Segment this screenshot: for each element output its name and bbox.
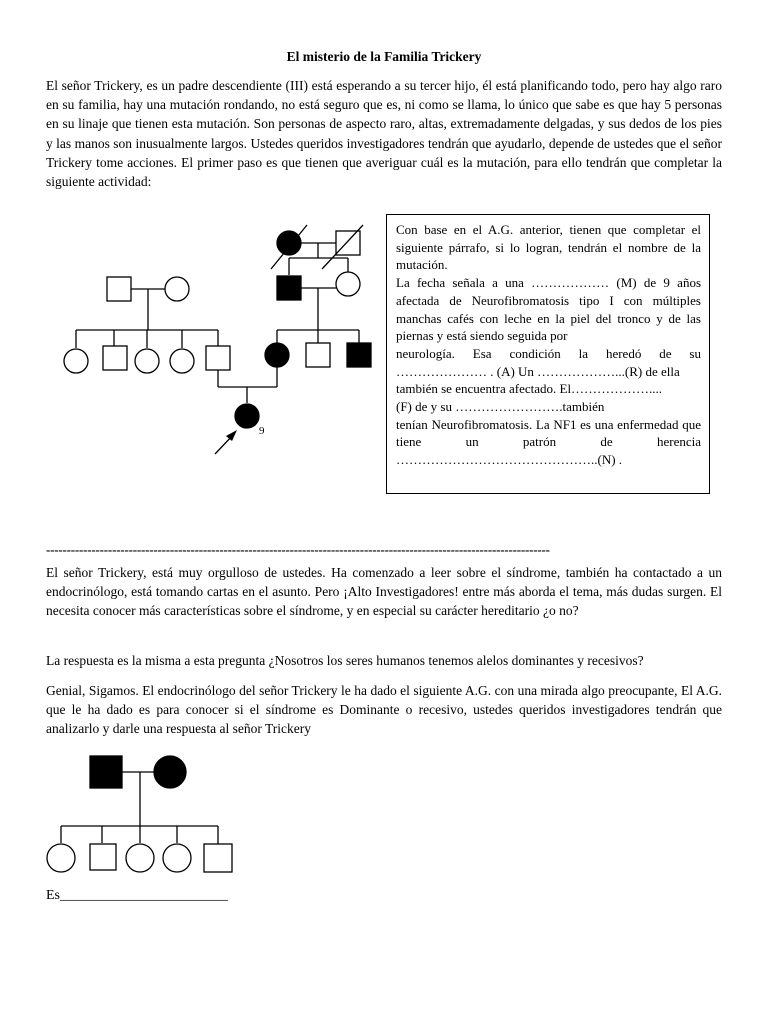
paragraph-4: Genial, Sigamos. El endocrinólogo del señor Trickery le ha dado el siguiente A.G. con una mirada algo preocupante, El A.G. que le ha dado es para conocer si el síndrome es Dominante o recesivo, ustedes queridos investigadores tendrán que analizarlo y darle una respuesta al señor Trickery xyxy=(46,683,722,737)
section-divider: -------------------------------------------------------------------------------------------------------------------------- xyxy=(46,542,550,557)
unaffected-male xyxy=(204,844,232,872)
paragraph-3: La respuesta es la misma a esta pregunta ¿Nosotros los seres humanos tenemos alelos dominantes y recesivos? xyxy=(46,653,644,668)
answer-line: Es________________________ xyxy=(46,888,228,903)
proband-age-label: 9 xyxy=(259,425,265,437)
intro-paragraph: El señor Trickery, es un padre descendiente (III) está esperando a su tercer hijo, él está planificando todo, pero hay algo raro en su familia, hay una mutación rondando, no está seguro que es, ni como se llama, lo único que sabe es que hay 5 personas en su linaje que tienen esta mutación. Son personas de aspecto raro, altas, extremadamente delgadas, y sus dedos de los pies y las manos son inusualmente largos. Ustedes queridos investigadores tendrán que ayudarlo, depende de ustedes que el señor Trickery tome acciones. El primer paso es que tienen que averiguar cuál es la mutación, para ello tendrán que completar la siguiente actividad: xyxy=(46,78,722,190)
unaffected-female xyxy=(47,844,75,872)
box-line: Con base en el A.G. anterior, tienen que completar el siguiente párrafo, si lo logran, tendrán el nombre de la mutación. xyxy=(396,222,701,273)
box-line: tenían Neurofibromatosis. La NF1 es una enfermedad que tiene un patrón de herencia ………………………………………..(N) . xyxy=(396,416,701,468)
unaffected-male xyxy=(90,844,116,870)
box-line: (F) de y su …………………….también xyxy=(396,399,605,415)
box-line: La fecha señala a una ……………… (M) de 9 años afectada de Neurofibromatosis tipo I con múltiples manchas cafés con leche en la piel del tronco y de las piernas y está siendo seguida por xyxy=(396,275,701,344)
box-line: también se encuentra afectado. El……………….... xyxy=(396,381,663,397)
unaffected-female xyxy=(163,844,191,872)
box-line: neurología. Esa condición la heredó de su ………………… . (A) Un ………………...(R) de ella xyxy=(396,345,701,379)
affected-male xyxy=(90,756,122,788)
unaffected-female xyxy=(126,844,154,872)
document-title: El misterio de la Familia Trickery xyxy=(286,49,482,64)
affected-female xyxy=(154,756,186,788)
paragraph-2: El señor Trickery, está muy orgulloso de ustedes. Ha comenzado a leer sobre el síndrome, también ha contactado a un endocrinólogo, está tomando cartas en el asunto. Pero ¡Alto Investigadores! entre más aborda el tema, más dudas surgen. El necesita conocer más características sobre el síndrome, y en especial su carácter hereditario ¿o no? xyxy=(46,565,722,619)
